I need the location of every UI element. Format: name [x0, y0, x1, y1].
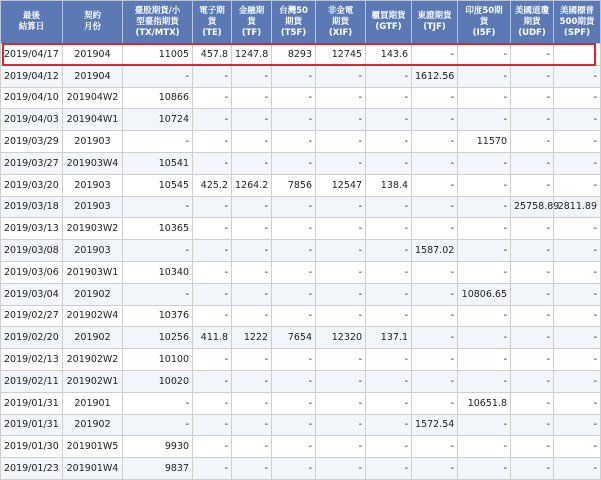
table-row — [1, 283, 601, 305]
cell-te: - — [193, 109, 232, 131]
cell-spf: - — [554, 305, 601, 327]
cell-gtf: - — [366, 87, 412, 109]
cell-udf: - — [511, 152, 554, 174]
cell-i5f: - — [458, 370, 511, 392]
table-row — [1, 218, 601, 240]
cell-tjf: - — [412, 44, 458, 66]
cell-udf: - — [511, 392, 554, 414]
cell-xif: - — [316, 283, 366, 305]
cell-gtf: - — [366, 414, 412, 436]
header-contract-month: 契約 月份 — [63, 1, 123, 44]
cell-te: - — [193, 261, 232, 283]
cell-spf: - — [554, 87, 601, 109]
cell-te: 425.2 — [193, 174, 232, 196]
cell-i5f: 11570 — [458, 131, 511, 153]
cell-t5f: - — [272, 65, 316, 87]
table-row — [1, 196, 601, 218]
cell-settlement-date: 2019/01/31 — [1, 392, 63, 414]
cell-tf: - — [232, 152, 272, 174]
cell-settlement-date: 2019/01/23 — [1, 458, 63, 480]
cell-tf: - — [232, 283, 272, 305]
cell-settlement-date: 2019/04/03 — [1, 109, 63, 131]
cell-xif: - — [316, 414, 366, 436]
cell-spf: 2811.89 — [554, 196, 601, 218]
cell-xif: 12320 — [316, 327, 366, 349]
cell-spf: - — [554, 65, 601, 87]
cell-i5f: - — [458, 44, 511, 66]
cell-xif: - — [316, 131, 366, 153]
table-row — [1, 174, 601, 196]
header-te: 電子期 貨 (TE) — [193, 1, 232, 44]
cell-contract-month: 201903W2 — [63, 218, 123, 240]
cell-t5f: - — [272, 370, 316, 392]
cell-i5f: - — [458, 261, 511, 283]
table-body — [1, 44, 601, 480]
cell-tx-mtx: 10724 — [123, 109, 193, 131]
cell-gtf: - — [366, 458, 412, 480]
cell-te: - — [193, 414, 232, 436]
cell-te: - — [193, 392, 232, 414]
cell-tx-mtx: 10256 — [123, 327, 193, 349]
cell-udf: - — [511, 240, 554, 262]
cell-tjf: - — [412, 131, 458, 153]
cell-settlement-date: 2019/03/08 — [1, 240, 63, 262]
cell-gtf: - — [366, 152, 412, 174]
cell-tx-mtx: - — [123, 65, 193, 87]
cell-t5f: - — [272, 240, 316, 262]
cell-settlement-date: 2019/02/11 — [1, 370, 63, 392]
cell-tjf: - — [412, 392, 458, 414]
cell-t5f: 8293 — [272, 44, 316, 66]
cell-contract-month: 201903 — [63, 174, 123, 196]
cell-t5f: - — [272, 305, 316, 327]
cell-t5f: - — [272, 392, 316, 414]
cell-tjf: - — [412, 436, 458, 458]
table-row — [1, 65, 601, 87]
cell-te: - — [193, 283, 232, 305]
cell-te: - — [193, 458, 232, 480]
cell-xif: - — [316, 109, 366, 131]
cell-settlement-date: 2019/03/29 — [1, 131, 63, 153]
cell-tx-mtx: 10340 — [123, 261, 193, 283]
cell-settlement-date: 2019/02/13 — [1, 349, 63, 371]
cell-spf: - — [554, 261, 601, 283]
cell-settlement-date: 2019/02/20 — [1, 327, 63, 349]
cell-te: - — [193, 218, 232, 240]
table-row — [1, 370, 601, 392]
header-row — [1, 1, 601, 44]
header-spf: 美國標普 500期貨 (SPF) — [554, 1, 601, 44]
cell-i5f: - — [458, 65, 511, 87]
cell-t5f: - — [272, 283, 316, 305]
cell-xif: - — [316, 458, 366, 480]
cell-settlement-date: 2019/03/06 — [1, 261, 63, 283]
table-row — [1, 152, 601, 174]
header-tx-mtx: 臺股期貨/小 型臺指期貨 (TX/MTX) — [123, 1, 193, 44]
cell-udf: - — [511, 131, 554, 153]
cell-udf: - — [511, 218, 554, 240]
cell-tx-mtx: 9837 — [123, 458, 193, 480]
cell-spf: - — [554, 44, 601, 66]
cell-tjf: - — [412, 109, 458, 131]
cell-udf: - — [511, 283, 554, 305]
cell-settlement-date: 2019/04/10 — [1, 87, 63, 109]
cell-gtf: - — [366, 436, 412, 458]
cell-udf: - — [511, 87, 554, 109]
cell-xif: - — [316, 305, 366, 327]
cell-tx-mtx: 10866 — [123, 87, 193, 109]
table-row — [1, 109, 601, 131]
header-udf: 美國道瓊 期貨 (UDF) — [511, 1, 554, 44]
table-row — [1, 131, 601, 153]
cell-i5f: - — [458, 414, 511, 436]
cell-gtf: - — [366, 65, 412, 87]
cell-udf: - — [511, 349, 554, 371]
cell-gtf: - — [366, 392, 412, 414]
cell-settlement-date: 2019/01/31 — [1, 414, 63, 436]
cell-i5f: - — [458, 458, 511, 480]
cell-tf: - — [232, 458, 272, 480]
cell-spf: - — [554, 283, 601, 305]
cell-xif: - — [316, 436, 366, 458]
cell-tjf: - — [412, 152, 458, 174]
header-t5f: 台灣50 期貨 (T5F) — [272, 1, 316, 44]
table-row — [1, 240, 601, 262]
cell-tjf: - — [412, 283, 458, 305]
table-row — [1, 349, 601, 371]
table-row — [1, 436, 601, 458]
table-row — [1, 87, 601, 109]
cell-settlement-date: 2019/03/13 — [1, 218, 63, 240]
cell-settlement-date: 2019/02/27 — [1, 305, 63, 327]
cell-te: - — [193, 305, 232, 327]
cell-tf: - — [232, 109, 272, 131]
cell-xif: - — [316, 65, 366, 87]
cell-gtf: - — [366, 370, 412, 392]
cell-gtf: 137.1 — [366, 327, 412, 349]
cell-spf: - — [554, 131, 601, 153]
cell-spf: - — [554, 152, 601, 174]
cell-i5f: - — [458, 87, 511, 109]
cell-gtf: - — [366, 196, 412, 218]
cell-i5f: - — [458, 436, 511, 458]
cell-i5f: - — [458, 109, 511, 131]
cell-udf: - — [511, 436, 554, 458]
cell-xif: - — [316, 349, 366, 371]
table-row — [1, 327, 601, 349]
cell-t5f: - — [272, 131, 316, 153]
cell-spf: - — [554, 327, 601, 349]
cell-t5f: - — [272, 196, 316, 218]
cell-xif: 12745 — [316, 44, 366, 66]
cell-tjf: 1572.54 — [412, 414, 458, 436]
cell-tf: - — [232, 65, 272, 87]
cell-spf: - — [554, 392, 601, 414]
table-row — [1, 458, 601, 480]
cell-xif: 12547 — [316, 174, 366, 196]
cell-xif: - — [316, 87, 366, 109]
cell-tf: 1222 — [232, 327, 272, 349]
cell-tf: - — [232, 392, 272, 414]
cell-settlement-date: 2019/03/27 — [1, 152, 63, 174]
cell-t5f: - — [272, 349, 316, 371]
cell-te: - — [193, 436, 232, 458]
cell-gtf: - — [366, 283, 412, 305]
cell-xif: - — [316, 152, 366, 174]
cell-tx-mtx: - — [123, 283, 193, 305]
cell-contract-month: 201903 — [63, 196, 123, 218]
cell-i5f: - — [458, 240, 511, 262]
cell-tf: - — [232, 370, 272, 392]
cell-contract-month: 201902W2 — [63, 349, 123, 371]
cell-contract-month: 201904W1 — [63, 109, 123, 131]
cell-settlement-date: 2019/03/18 — [1, 196, 63, 218]
cell-gtf: - — [366, 109, 412, 131]
cell-udf: - — [511, 174, 554, 196]
table-row — [1, 44, 601, 66]
cell-tx-mtx: - — [123, 392, 193, 414]
cell-tf: - — [232, 349, 272, 371]
cell-xif: - — [316, 218, 366, 240]
cell-xif: - — [316, 370, 366, 392]
cell-settlement-date: 2019/03/20 — [1, 174, 63, 196]
cell-tf: - — [232, 218, 272, 240]
cell-contract-month: 201902 — [63, 414, 123, 436]
cell-contract-month: 201903W4 — [63, 152, 123, 174]
cell-contract-month: 201903 — [63, 240, 123, 262]
cell-t5f: - — [272, 152, 316, 174]
cell-contract-month: 201904 — [63, 65, 123, 87]
cell-spf: - — [554, 370, 601, 392]
cell-gtf: - — [366, 261, 412, 283]
cell-tjf: - — [412, 196, 458, 218]
cell-tx-mtx: 10020 — [123, 370, 193, 392]
cell-te: 411.8 — [193, 327, 232, 349]
cell-settlement-date: 2019/03/04 — [1, 283, 63, 305]
cell-gtf: - — [366, 305, 412, 327]
table-row — [1, 261, 601, 283]
cell-udf: - — [511, 327, 554, 349]
header-i5f: 印度50期 貨 (I5F) — [458, 1, 511, 44]
cell-spf: - — [554, 109, 601, 131]
cell-tx-mtx: 11005 — [123, 44, 193, 66]
cell-tjf: - — [412, 327, 458, 349]
cell-contract-month: 201902W1 — [63, 370, 123, 392]
cell-tf: - — [232, 196, 272, 218]
cell-contract-month: 201902 — [63, 283, 123, 305]
header-final-settlement-date: 最後 結算日 — [1, 1, 63, 44]
cell-contract-month: 201904W2 — [63, 87, 123, 109]
cell-contract-month: 201903 — [63, 131, 123, 153]
cell-tx-mtx: - — [123, 414, 193, 436]
cell-i5f: - — [458, 305, 511, 327]
cell-tjf: - — [412, 174, 458, 196]
cell-udf: 25758.89 — [511, 196, 554, 218]
cell-tx-mtx: - — [123, 196, 193, 218]
cell-udf: - — [511, 414, 554, 436]
cell-te: - — [193, 87, 232, 109]
cell-tx-mtx: 10365 — [123, 218, 193, 240]
cell-gtf: - — [366, 349, 412, 371]
cell-udf: - — [511, 65, 554, 87]
cell-tx-mtx: 10545 — [123, 174, 193, 196]
cell-xif: - — [316, 392, 366, 414]
cell-tx-mtx: 10376 — [123, 305, 193, 327]
cell-tf: - — [232, 305, 272, 327]
cell-spf: - — [554, 240, 601, 262]
cell-i5f: - — [458, 174, 511, 196]
cell-te: - — [193, 65, 232, 87]
cell-settlement-date: 2019/04/12 — [1, 65, 63, 87]
cell-t5f: 7654 — [272, 327, 316, 349]
cell-te: - — [193, 240, 232, 262]
cell-tf: - — [232, 87, 272, 109]
cell-tf: - — [232, 240, 272, 262]
cell-settlement-date: 2019/04/17 — [1, 44, 63, 66]
table-header — [1, 1, 601, 44]
cell-contract-month: 201901W4 — [63, 458, 123, 480]
cell-i5f: - — [458, 152, 511, 174]
cell-gtf: - — [366, 131, 412, 153]
cell-te: - — [193, 349, 232, 371]
cell-tjf: 1587.02 — [412, 240, 458, 262]
cell-tjf: - — [412, 218, 458, 240]
cell-xif: - — [316, 240, 366, 262]
cell-contract-month: 201903W1 — [63, 261, 123, 283]
cell-xif: - — [316, 261, 366, 283]
cell-te: - — [193, 131, 232, 153]
cell-spf: - — [554, 218, 601, 240]
cell-te: - — [193, 196, 232, 218]
cell-contract-month: 201901W5 — [63, 436, 123, 458]
cell-t5f: - — [272, 436, 316, 458]
cell-udf: - — [511, 44, 554, 66]
cell-tjf: - — [412, 458, 458, 480]
cell-settlement-date: 2019/01/30 — [1, 436, 63, 458]
table-row — [1, 392, 601, 414]
cell-gtf: - — [366, 240, 412, 262]
cell-tx-mtx: - — [123, 240, 193, 262]
cell-tjf: - — [412, 349, 458, 371]
cell-i5f: 10806.65 — [458, 283, 511, 305]
cell-tx-mtx: 10100 — [123, 349, 193, 371]
header-xif: 非金電 期貨 (XIF) — [316, 1, 366, 44]
cell-spf: - — [554, 174, 601, 196]
cell-i5f: 10651.8 — [458, 392, 511, 414]
cell-tf: - — [232, 414, 272, 436]
cell-contract-month: 201901 — [63, 392, 123, 414]
cell-t5f: - — [272, 261, 316, 283]
cell-tf: 1247.8 — [232, 44, 272, 66]
cell-tjf: - — [412, 370, 458, 392]
cell-tjf: 1612.56 — [412, 65, 458, 87]
cell-te: 457.8 — [193, 44, 232, 66]
cell-tf: - — [232, 436, 272, 458]
cell-tf: - — [232, 131, 272, 153]
cell-gtf: 143.6 — [366, 44, 412, 66]
cell-udf: - — [511, 261, 554, 283]
cell-spf: - — [554, 436, 601, 458]
header-tjf: 東證期貨 (TJF) — [412, 1, 458, 44]
cell-contract-month: 201904 — [63, 44, 123, 66]
cell-t5f: - — [272, 109, 316, 131]
cell-tx-mtx: 9930 — [123, 436, 193, 458]
cell-spf: - — [554, 349, 601, 371]
cell-tx-mtx: 10541 — [123, 152, 193, 174]
cell-te: - — [193, 152, 232, 174]
cell-i5f: - — [458, 196, 511, 218]
table-row — [1, 414, 601, 436]
table-row — [1, 305, 601, 327]
cell-tjf: - — [412, 305, 458, 327]
cell-i5f: - — [458, 349, 511, 371]
cell-spf: - — [554, 458, 601, 480]
cell-tf: 1264.2 — [232, 174, 272, 196]
cell-udf: - — [511, 458, 554, 480]
cell-tjf: - — [412, 87, 458, 109]
header-tf: 金融期 貨 (TF) — [232, 1, 272, 44]
cell-udf: - — [511, 370, 554, 392]
cell-xif: - — [316, 196, 366, 218]
cell-t5f: - — [272, 87, 316, 109]
header-gtf: 櫃買期貨 (GTF) — [366, 1, 412, 44]
cell-i5f: - — [458, 218, 511, 240]
cell-spf: - — [554, 414, 601, 436]
cell-contract-month: 201902W4 — [63, 305, 123, 327]
cell-i5f: - — [458, 327, 511, 349]
cell-t5f: - — [272, 458, 316, 480]
cell-tjf: - — [412, 261, 458, 283]
cell-t5f: 7856 — [272, 174, 316, 196]
cell-te: - — [193, 370, 232, 392]
cell-udf: - — [511, 109, 554, 131]
cell-tf: - — [232, 261, 272, 283]
cell-gtf: - — [366, 218, 412, 240]
cell-t5f: - — [272, 414, 316, 436]
cell-t5f: - — [272, 218, 316, 240]
cell-contract-month: 201902 — [63, 327, 123, 349]
cell-gtf: 138.4 — [366, 174, 412, 196]
cell-udf: - — [511, 305, 554, 327]
cell-tx-mtx: - — [123, 131, 193, 153]
